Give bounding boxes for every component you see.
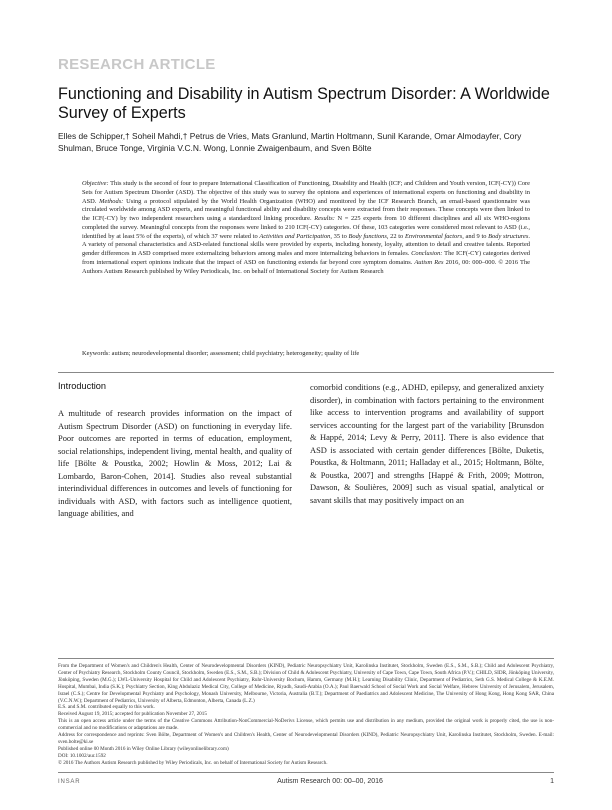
abstract-citation: 2016, 00: 000–000. © 2016 The Authors Autism Research published by Wiley Periodicals, Inc. on behalf of International Society for Autism Research	[82, 258, 530, 275]
introduction-left-column: A multitude of research provides information on the impact of Autism Spectrum Disorder (ASD) on functioning in everyday life. Poor outcomes are reported in terms of education, employment, social relationships, independent living, mental health, and quality of life [Bölte & Poustka, 2002; Howlin & Moss, 2012; Lai & Lombardo, Baron-Cohen, 2014]. Studies also reveal substantial interindividual differences in outcomes and levels of functioning for individuals with ASD, with factors such as intelligence quotient, language abilities, and	[58, 408, 292, 518]
article-title: Functioning and Disability in Autism Spectrum Disorder: A Worldwide Survey of Experts	[58, 85, 550, 122]
affiliations-note: From the Department of Women's and Children's Health, Center of Neurodevelopmental Disorders (KIND), Pediatric Neuropsychiatry Unit, Karolinska Institutet, Stockholm, Sweden (E.S., S.M., S.B.); Child and Adolescent Psychiatry, Center of Psychiatry Research, Stockholm County Council, Stockholm, Sweden (E.S., S.M., S.B.); Division of Child & Adolescent Psychiatry, University of Cape Town, Cape Town, South Africa (P.V.); CHILD, SIDR, Jönköping University, Jönköping, Sweden (M.G.); LWL-University Hospital for Child and Adolescent Psychiatry, Ruhr-University Bochum, Hamm, Germany (M.H.); Learning Disability Clinic, Department of Pediatrics, Seth G.S. Medical College & K.E.M. Hospital, Mumbai, India (S.K.); Psychiatry Section, King Abdulaziz Medical City, College of Medicine, Riyadh, Saudi-Arabia (O.A.); Paul Baerwald School of Social Work and Social Welfare, Hebrew University of Jerusalem, Jerusalem, Israel (C.S.); Centre for Developmental Psychiatry and Psychology, Monash University, Melbourne, Victoria, Australia (B.T.); Department of Paediatrics and Adolescent Medicine, The University of Hong Kong, Hong Kong SAR, China (V.C.N.W.); Department of Pediatrics, University of Alberta, Edmonton, Alberta, Canada (L.Z.)	[58, 663, 554, 704]
keywords	[82, 350, 530, 359]
doi-note: DOI: 10.1002/aur.1592	[58, 752, 106, 759]
license-note: This is an open access article under the terms of the Creative Commons Attribution-NonCommercial-NoDerivs License, which permits use and distribution in any medium, provided the original work is properly cited, the use is non-commercial and no modifications or adaptations are made.	[58, 718, 554, 732]
abstract-methods: Using a protocol stipulated by the World Health Organization (WHO) and monitored by the ICF Research Branch, an email-based questionnaire was circulated worldwide among ASD experts, and meaningful functional ability and disability concepts were extracted from their responses. These concepts were then linked to the ICF(-CY) by two independent researchers using a standardized linking procedure.	[82, 197, 530, 222]
abstract-results: , 22 to	[386, 232, 404, 240]
abstract-objective: This study is the second of four to prepare International Classification of Functioning, Disability and Health (ICF; and Children and Youth version, ICF(-CY)) Core Sets for Autism Spectrum Disorder (ASD). The objective of this study was to survey the opinions and experiences of international experts on functioning and disability in ASD.	[82, 180, 531, 205]
abstract-conclusion: The ICF(-CY) categories derived from international expert opinions indicate that the impact of ASD on functioning extends far beyond core symptom domains.	[82, 250, 530, 266]
abstract-objective-label: Objective:	[82, 180, 109, 187]
published-online-note: Published online 00 Month 2016 in Wiley Online Library (wileyonlinelibrary.com)	[58, 745, 229, 752]
insar-logo: INSAR	[58, 779, 81, 785]
received-note: Received August 19, 2015; accepted for publication November 27, 2015	[58, 711, 207, 718]
abstract-methods-label: Methods:	[99, 197, 124, 205]
article-type-label: RESEARCH ARTICLE	[58, 56, 216, 73]
introduction-heading: Introduction	[58, 381, 107, 391]
abstract-results-label: Results:	[314, 215, 335, 222]
page-number: 1	[550, 778, 554, 785]
abstract-component-activities: Activities and Participation	[259, 232, 331, 240]
abstract-results: N = 225 experts from 10 different disciplines and all six WHO-regions completed the survey. Meaningful concepts from the responses were linked to 210 ICF(-CY) categories. Of these, 103 categories were considered most relevant to ASD (i.e., identified by at least 5% of the experts), of which 37 were related to	[82, 215, 530, 240]
abstract-component-environmental: Environmental factors	[404, 232, 463, 240]
abstract-citation-journal: Autism Res	[414, 258, 444, 266]
author-list: Elles de Schipper,† Soheil Mahdi,† Petrus de Vries, Mats Granlund, Martin Holtmann, Sunil Karande, Omar Almodayfer, Cory Shulman, Bruce Tonge, Virginia V.C.N. Wong, Lonnie Zwaigenbaum, and Sven Bölte	[58, 131, 522, 153]
footer-divider	[58, 772, 554, 773]
abstract-component-body-functions: Body functions	[348, 232, 387, 240]
abstract-conclusion-label: Conclusion:	[411, 250, 443, 257]
equal-contribution-note: E.S. and S.M. contributed equally to this work.	[58, 704, 155, 711]
footnotes	[58, 663, 554, 767]
copyright-note: © 2016 The Authors Autism Research published by Wiley Periodicals, Inc. on behalf of International Society for Autism Research.	[58, 759, 328, 766]
abstract-component-body-structures: Body structures	[488, 232, 529, 240]
abstract-results: , 35 to	[330, 232, 347, 240]
introduction-right-column: comorbid conditions (e.g., ADHD, epilepsy, and generalized anxiety disorder), in combination with factors pertaining to the environment like access to intervention programs and availability of support services accounting for the largest part of the variability [Brunsdon & Happé, 2014; Levy & Perry, 2011]. There is also evidence that ASD is associated with certain gender differences [Bölte, Duketis, Poustka, & Holtmann, 2011; Halladay et al., 2015; Holtmann, Bölte, & Poustka, 2007] and strengths [Happé & Frith, 2009; Mottron, Dawson, & Soulières, 2009] such as visual spatial, analytical or savant skills that may positively impact on an	[310, 382, 544, 505]
footnote-divider	[58, 658, 554, 659]
keywords-label: Keywords:	[82, 350, 111, 357]
keywords-text: autism; neurodevelopmental disorder; assessment; child psychiatry; heterogeneity; quality of life	[111, 350, 360, 357]
journal-citation: Autism Research 00: 00–00, 2016	[277, 778, 383, 785]
abstract	[82, 180, 530, 276]
correspondence-note: Address for correspondence and reprints: Sven Bölte, Department of Women's and Children's Health, Center of Neurodevelopmental Disorders (KIND), Pediatric Neuropsychiatry Unit, Karolinska Institutet, Stockholm, Sweden. E-mail: sven.bolte@ki.se	[58, 732, 554, 745]
abstract-results: , and 9 to	[462, 232, 487, 240]
section-divider	[58, 372, 554, 373]
abstract-results: . A variety of personal characteristics and ASD-related functional skills were provided by experts, including honesty, loyalty, attention to detail and creative talents. Reported gender differences in ASD comprised more externalizing behaviors among males and more internalizing behaviors in females.	[82, 232, 530, 257]
